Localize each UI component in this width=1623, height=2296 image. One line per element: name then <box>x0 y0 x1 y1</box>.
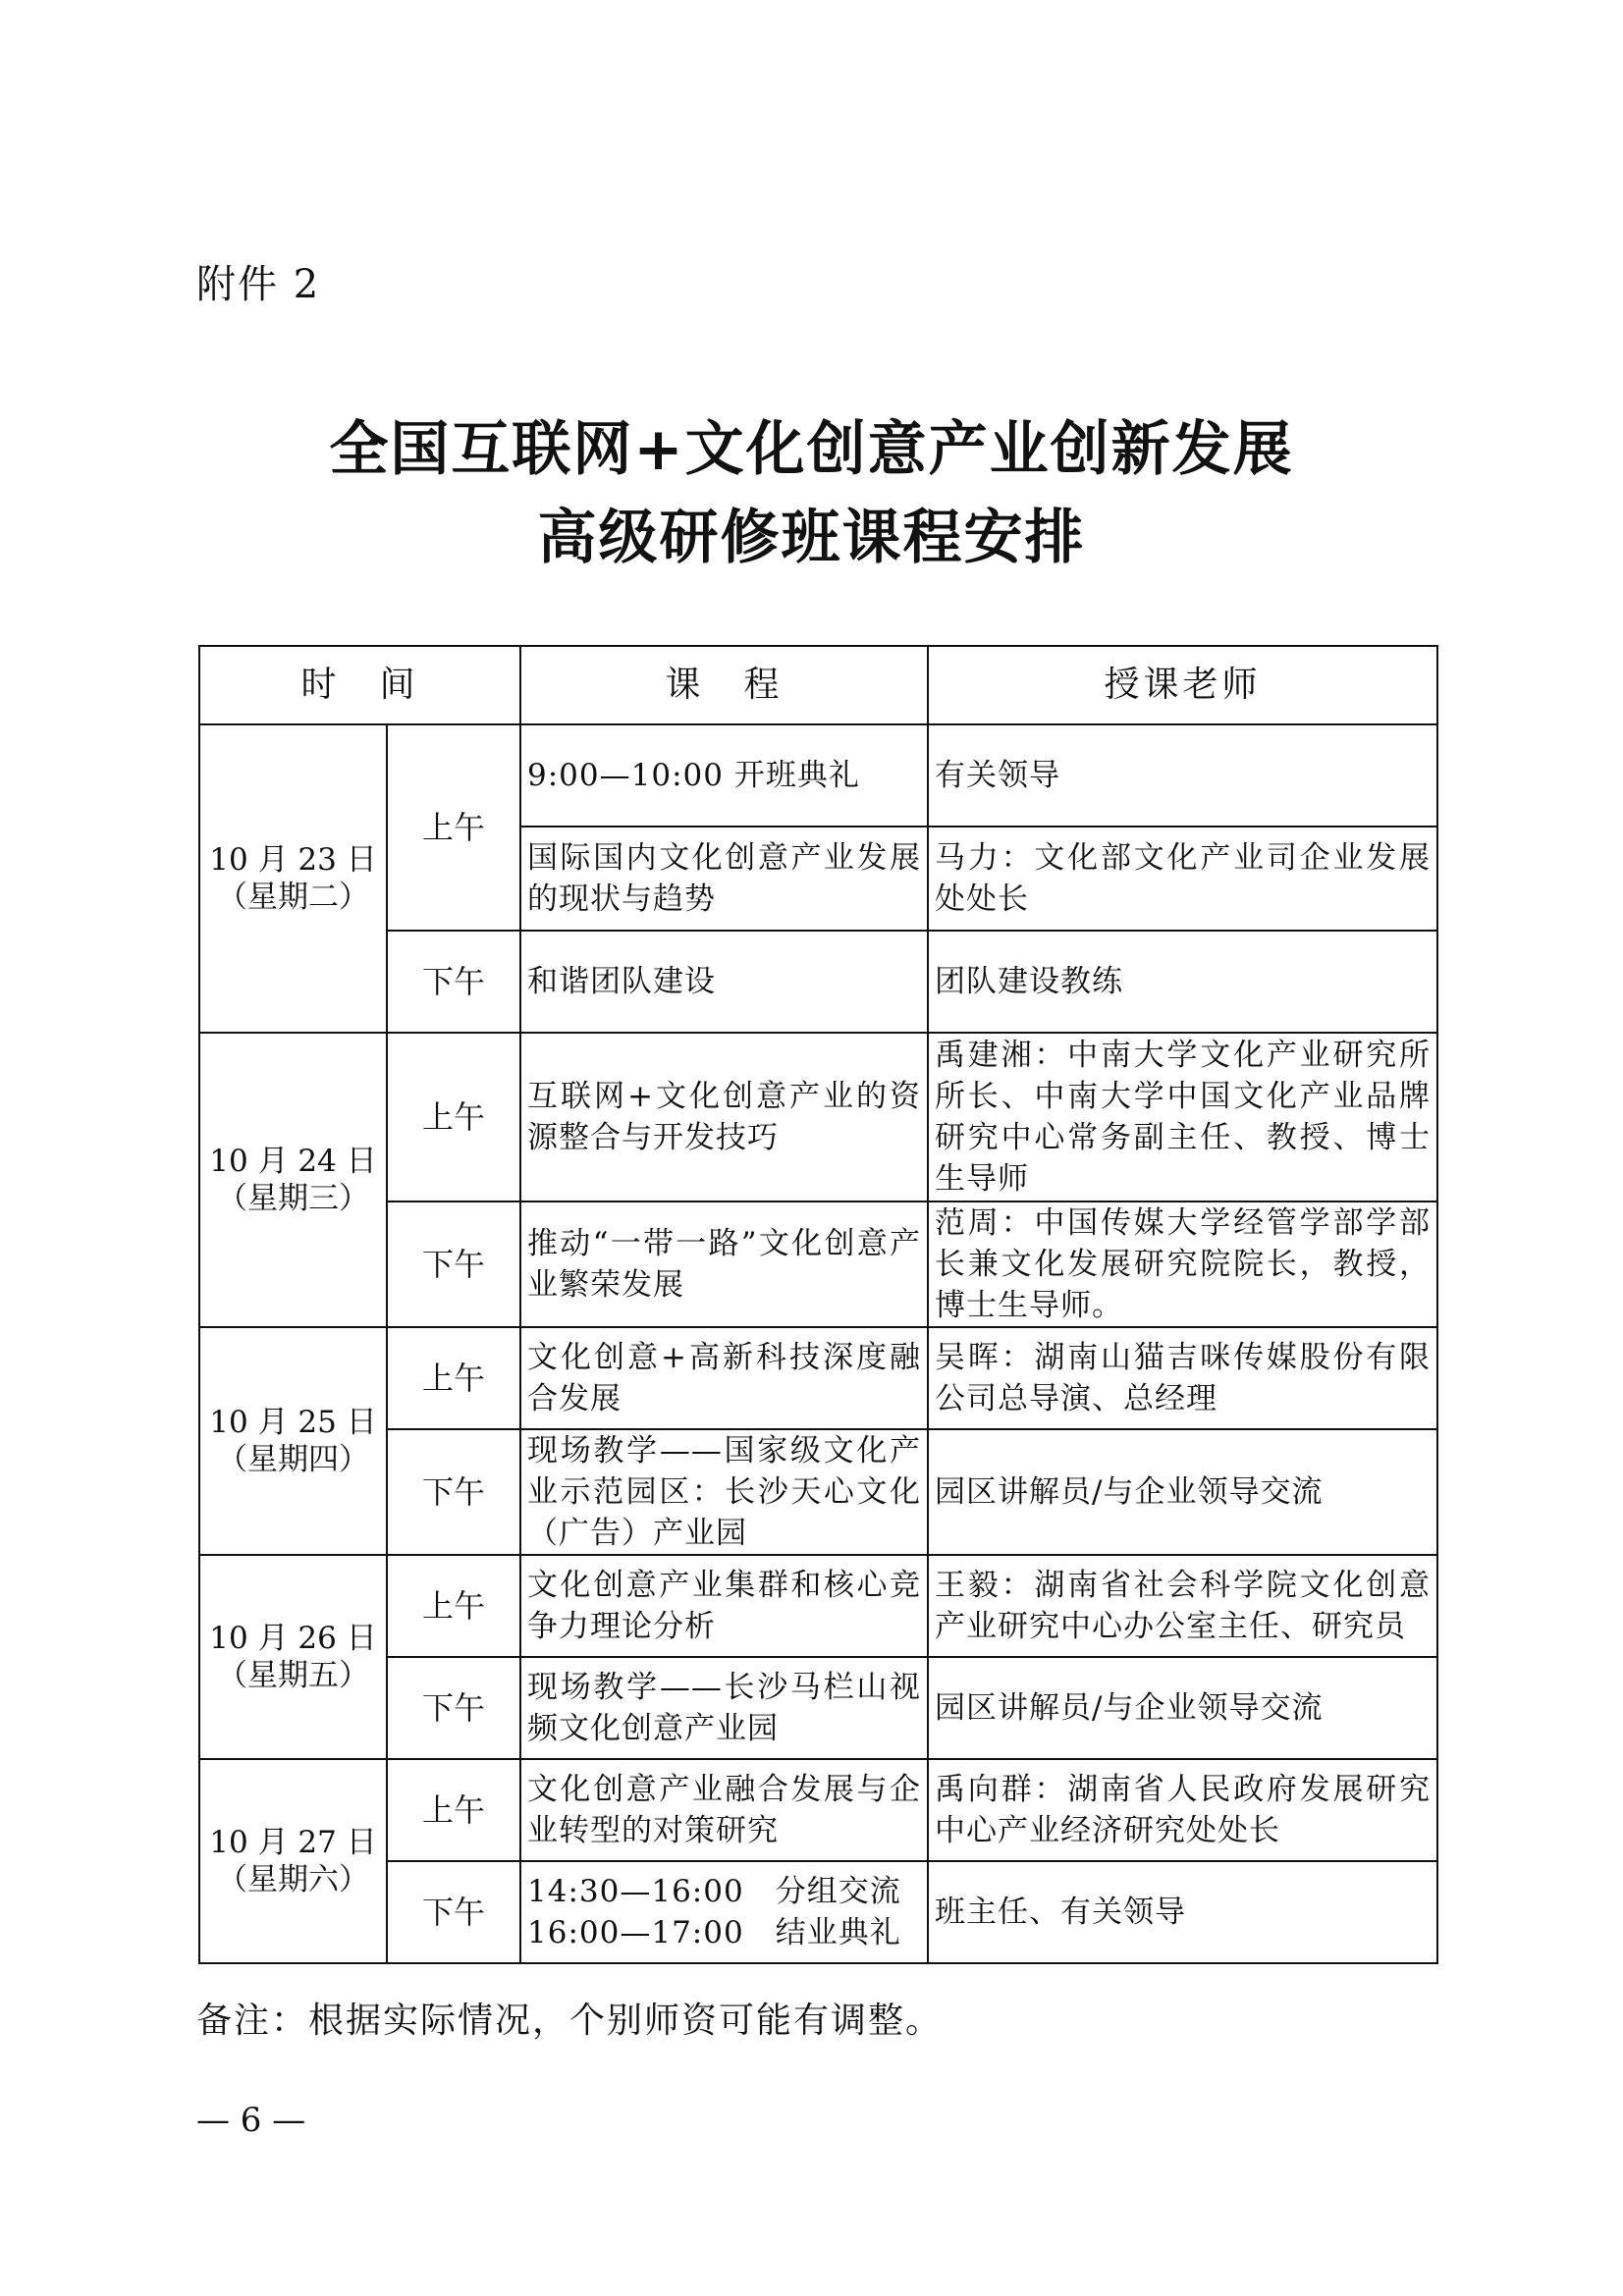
date-cell <box>199 724 387 1033</box>
header-course: 课 程 <box>520 646 928 724</box>
course-cell: 推动“一带一路”文化创意产业繁荣发展 <box>520 1201 928 1327</box>
weekday-text: （星期五） <box>217 1658 369 1693</box>
weekday-text: （星期三） <box>217 1181 369 1216</box>
date-cell <box>199 1327 387 1555</box>
teacher-cell: 禹向群：湖南省人民政府发展研究中心产业经济研究处处长 <box>928 1759 1437 1861</box>
course-line: 16:00—17:00 结业典礼 <box>527 1915 901 1950</box>
teacher-cell: 吴晖：湖南山猫吉咪传媒股份有限公司总导演、总经理 <box>928 1327 1437 1429</box>
date-text: 10 月 24 日 <box>209 1144 377 1179</box>
table-row <box>199 724 1437 827</box>
teacher-cell: 范周：中国传媒大学经管学部学部长兼文化发展研究院院长，教授，博士生导师。 <box>928 1201 1437 1327</box>
half-day-cell: 下午 <box>387 1657 520 1759</box>
weekday-text: （星期四） <box>217 1442 369 1477</box>
half-day-cell: 上午 <box>387 1759 520 1861</box>
teacher-cell: 马力：文化部文化产业司企业发展处处长 <box>928 827 1437 931</box>
course-cell: 现场教学——国家级文化产业示范园区：长沙天心文化（广告）产业园 <box>520 1429 928 1555</box>
teacher-cell: 园区讲解员/与企业领导交流 <box>928 1429 1437 1555</box>
table-row <box>199 1033 1437 1201</box>
teacher-cell: 禹建湘：中南大学文化产业研究所所长、中南大学中国文化产业品牌研究中心常务副主任、教授、博士生导师 <box>928 1033 1437 1201</box>
header-time: 时 间 <box>199 646 520 724</box>
page-subtitle: 高级研修班课程安排 <box>537 504 1086 572</box>
table-row <box>199 1327 1437 1429</box>
half-day-cell: 下午 <box>387 931 520 1033</box>
page-number: — 6 — <box>196 2101 306 2140</box>
teacher-cell: 有关领导 <box>928 724 1437 827</box>
course-cell: 9:00—10:00 开班典礼 <box>520 724 928 827</box>
weekday-text: （星期二） <box>217 880 369 915</box>
date-text: 10 月 25 日 <box>209 1405 377 1440</box>
date-text: 10 月 27 日 <box>209 1825 377 1860</box>
teacher-cell: 园区讲解员/与企业领导交流 <box>928 1657 1437 1759</box>
date-text: 10 月 26 日 <box>209 1621 377 1656</box>
half-day-cell: 上午 <box>387 724 520 931</box>
course-cell: 互联网+文化创意产业的资源整合与开发技巧 <box>520 1033 928 1201</box>
half-day-cell: 上午 <box>387 1033 520 1201</box>
date-cell <box>199 1555 387 1759</box>
footnote: 备注：根据实际情况，个别师资可能有调整。 <box>196 2001 944 2041</box>
date-cell <box>199 1759 387 1963</box>
half-day-cell: 下午 <box>387 1429 520 1555</box>
weekday-text: （星期六） <box>217 1862 369 1897</box>
course-cell: 国际国内文化创意产业发展的现状与趋势 <box>520 827 928 931</box>
table-row <box>199 1555 1437 1657</box>
course-cell: 现场教学——长沙马栏山视频文化创意产业园 <box>520 1657 928 1759</box>
half-day-cell: 下午 <box>387 1201 520 1327</box>
half-day-cell: 上午 <box>387 1327 520 1429</box>
course-line: 14:30—16:00 分组交流 <box>527 1874 901 1909</box>
table-header-row <box>199 646 1437 724</box>
schedule-table <box>198 645 1438 1964</box>
table-row <box>199 1759 1437 1861</box>
page-title: 全国互联网+文化创意产业创新发展 <box>329 415 1294 484</box>
teacher-cell: 王毅：湖南省社会科学院文化创意产业研究中心办公室主任、研究员 <box>928 1555 1437 1657</box>
course-cell: 文化创意产业融合发展与企业转型的对策研究 <box>520 1759 928 1861</box>
course-cell <box>520 1861 928 1963</box>
annex-label: 附件 2 <box>196 262 321 307</box>
course-cell: 和谐团队建设 <box>520 931 928 1033</box>
date-cell <box>199 1033 387 1327</box>
teacher-cell: 团队建设教练 <box>928 931 1437 1033</box>
teacher-cell: 班主任、有关领导 <box>928 1861 1437 1963</box>
half-day-cell: 上午 <box>387 1555 520 1657</box>
course-cell: 文化创意产业集群和核心竞争力理论分析 <box>520 1555 928 1657</box>
course-cell: 文化创意+高新科技深度融合发展 <box>520 1327 928 1429</box>
date-text: 10 月 23 日 <box>209 842 377 878</box>
header-teacher: 授课老师 <box>928 646 1437 724</box>
half-day-cell: 下午 <box>387 1861 520 1963</box>
